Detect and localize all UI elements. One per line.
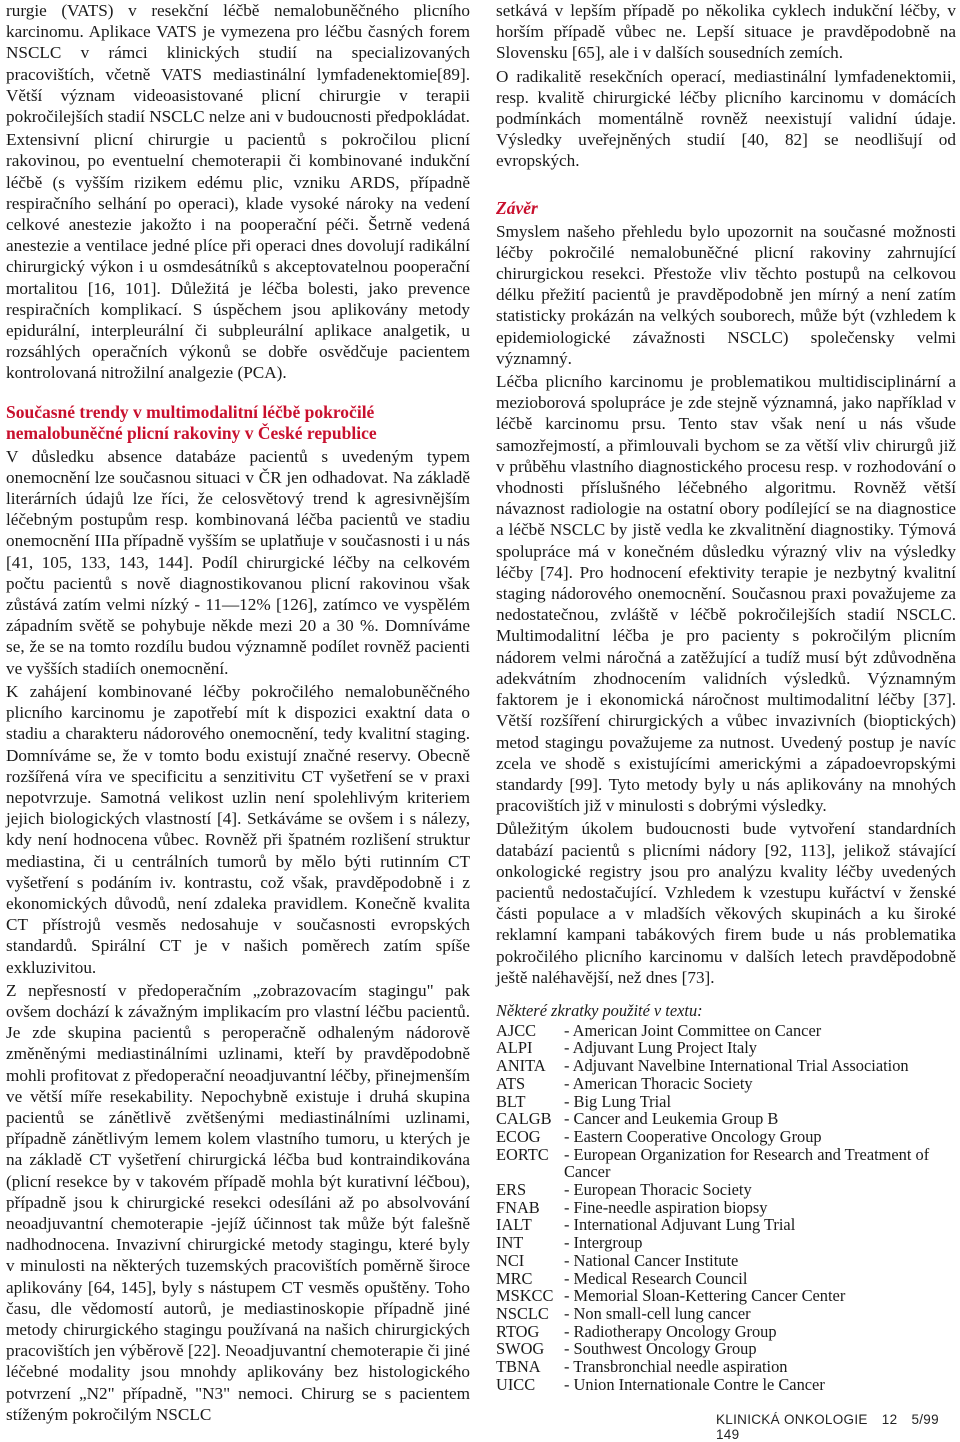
abbreviation-row (496, 1199, 956, 1217)
abbreviation-code: ATS (496, 1073, 526, 1093)
abbreviation-desc: - Non small-cell lung cancer (564, 1303, 751, 1323)
paragraph: Z nepřesností v předoperačním „zobrazovacím stagingu" pak ovšem dochází k závažným implikacím pro vlastní léčbu pacientů. Je zde skupina pacientů s peroperačně odhaleným nádorově změněnými mediastinálními uzlinami, kteří by pravděpodobně mohli profitovat z předoperační neoadjuvantní léčby, přinejmenším ve větší míře resekability. Nepochybně existuje i druhá skupina pacientů se zánětlivě zvětšenými mediastinálními uzlinami, případně zánětlivým lemem kolem vlastního tumoru, u kterých je na základě CT vyšetření chirurgická léčba bud kontraindikována (plicní resekce by v takovém případě mohla být kurativní léčbou), případně jsou k chirurgické resekci odesíláni až po absolvování neoadjuvantní chemoterapie -jejíž účinnost tak může být falešně nadhodnocena. Invazivní chirurgické metody stagingu, které byly v minulosti na některých tuzemských pracovištích poměrně široce aplikovány [64, 145], byly s nástupem CT vesměs opuštěny. Toho času, dle vědomostí autorů, je mediastinoskopie případně jiné metody chirurgického stagingu používaná na našich chirurgických pracovištích jen výběrově [22]. Neoadjuvantní chemoterapie či jiné léčebné modality jsou mnohdy aplikovány bez histologického potvrzení „N2" případně, "N3" nemoci. Chirurg se s pacientem stíženým pokročilým NSCLC (6, 980, 470, 1424)
abbreviation-code: ANITA (496, 1056, 546, 1076)
abbreviation-row (496, 1340, 956, 1358)
paragraph: V důsledku absence databáze pacientů s uvedeným typem onemocnění lze současnou situaci v ČR jen odhadovat. Na základě literárních údajů lze říci, že celosvětový trend k agresivnějším léčebným postupům resp. kombinovaná léčba pacientů ve stadiu onemocnění IIIa případně vyšším se uplatňuje v současnosti i u nás [41, 105, 133, 143, 144]. Podíl chirurgické léčby na celkovém počtu pacientů s nově diagnostikovanou plicní rakovinou však zůstává zatím velmi nízký - 11—12% [126], zatímco ve vyspělém západním světě se pohybuje někde mezi 20 a 30 %. Domníváme se, že se na tomto rozdílu budou významně podílet rovněž pacienti ve vyšších stadiích onemocnění. (6, 446, 470, 678)
paragraph: O radikalitě resekčních operací, mediastinální lymfadenektomii, resp. kvalitě chirurgické léčby plicního karcinomu v domácích podmínkách momentálně rovněž neexistují validní údaje. Výsledky uveřejněných studií [40, 82] se neodlišují od evropských. (496, 66, 956, 171)
abbreviation-desc: - Memorial Sloan-Kettering Cancer Center (564, 1286, 846, 1306)
page-footer (716, 1412, 960, 1442)
abbreviation-code: ALPI (496, 1038, 533, 1058)
abbreviation-code: SWOG (496, 1339, 545, 1359)
abbreviation-desc: - Intergroup (564, 1233, 643, 1253)
abbreviation-row (496, 1376, 956, 1394)
abbreviation-desc: - American Joint Committee on Cancer (564, 1020, 822, 1040)
abbreviation-code: UICC (496, 1374, 536, 1394)
abbreviation-row (496, 1181, 956, 1199)
abbreviation-desc: - Big Lung Trial (564, 1091, 672, 1111)
page-number: 149 (716, 1427, 740, 1442)
abbreviation-desc: - Fine-needle aspiration biopsy (564, 1197, 768, 1217)
abbreviation-code: TBNA (496, 1357, 541, 1377)
paragraph: Extensivní plicní chirurgie u pacientů s pokročilou plicní rakovinou, po eventuelní chemoterapii či kombinované indukční léčbě (s vyšším rizikem edému plic, vzniku ARDS, případně respiračního selhání po operaci), klade vysoké nároky na vedení celkové anestezie jakožto i na pooperační péči. Šetrně vedená anestezie a ventilace jedné plíce při operaci dnes dovolují radikální chirurgický výkon i u osmdesátníků s akceptovatelnou pooperační mortalitou [16, 101]. Důležitá je léčba bolesti, jako prevence respiračních komplikací. S úspěchem jsou aplikovány metody epidurální, interpleurální či subpleurální aplikace analgetik, u rozsáhlých operačních výkonů se dobře osvědčuje pacientem kontrolovaná nitrožilní analgezie (PCA). (6, 130, 470, 383)
abbreviation-code: CALGB (496, 1109, 552, 1129)
abbreviation-row (496, 1252, 956, 1270)
abbreviation-desc: - International Adjuvant Lung Trial (564, 1215, 796, 1235)
abbreviation-desc: - Southwest Oncology Group (564, 1339, 757, 1359)
abbreviation-code: BLT (496, 1091, 526, 1111)
paragraph: K zahájení kombinované léčby pokročilého nemalobuněčného plicního karcinomu je zapotřebí mít k dispozici exaktní data o stadiu a charakteru nádorového onemocnění, tedy kvalitní staging. Domníváme se, že v tomto bodu existují značné reservy. Obecně rozšířená víra ve specificitu a senzitivitu CT vyšetření se v praxi nepotvrzuje. Samotná velikost uzlin není spolehlivým kriteriem jejich biologických vlastností [4]. Setkáváme se ovšem i s nálezy, kdy není hodnocena vůbec. Rovněž při špatném rozlišení struktur mediastina, či u centrálních tumorů by mělo býti rutinním CT vyšetření s podáním iv. kontrastu, což však, pravděpodobně i z ekonomických důvodů, není zdaleka pravidlem. Konečně kvalita CT přístrojů vesměs nedosahuje v současnosti evropských standardů. Spirální CT je v našich poměrech zatím spíše exkluzivitou. (6, 681, 470, 977)
abbreviation-desc: - Eastern Cooperative Oncology Group (564, 1126, 822, 1146)
abbreviation-row (496, 1323, 956, 1341)
abbreviation-code: MSKCC (496, 1286, 554, 1306)
abbreviation-row (496, 1287, 956, 1305)
journal-name: KLINICKÁ ONKOLOGIE (716, 1412, 868, 1427)
abbreviation-row (496, 1146, 956, 1181)
abbreviation-row (496, 1305, 956, 1323)
abbreviation-code: RTOG (496, 1321, 540, 1341)
abbreviation-desc: - Cancer and Leukemia Group B (564, 1109, 779, 1129)
abbreviation-code: FNAB (496, 1197, 540, 1217)
left-column (6, 0, 470, 1425)
abbreviation-row (496, 1039, 956, 1057)
abbreviation-row (496, 1128, 956, 1146)
abbreviation-row (496, 1270, 956, 1288)
abbreviation-title: Některé zkratky použité v textu: (496, 1001, 703, 1020)
abbreviation-desc: - Medical Research Council (564, 1268, 748, 1288)
paragraph: Smyslem našeho přehledu bylo upozornit na současné možnosti léčby pokročilé nemalobuněčné plicní rakoviny zahrnující chirurgickou resekci. Přestože vliv těchto postupů na celkovou délku přežití pacientů je pravděpodobně jen mírný a není zatím statisticky prokázán na velkých souborech, může být (vzhledem k epidemiologické závažnosti NSCLC) společensky velmi významný. (496, 221, 956, 368)
abbreviation-code: ECOG (496, 1126, 541, 1146)
abbreviation-desc: - Adjuvant Lung Project Italy (564, 1038, 758, 1058)
abbreviation-desc: - European Organization for Research and Treatment of Cancer (564, 1144, 930, 1182)
abbreviation-code: INT (496, 1233, 524, 1253)
abbreviation-desc: - Radiotherapy Oncology Group (564, 1321, 777, 1341)
abbreviation-row (496, 1075, 956, 1093)
abbreviation-desc: - European Thoracic Society (564, 1180, 752, 1200)
paragraph: Důležitým úkolem budoucnosti bude vytvoření standardních databází pacientů s plicními nádory [92, 113], jelikož stávající onkologické registry jsou pro analýzu kvality léčby uvedených pacientů nedostačující. Vzhledem k vzestupu kuřáctví v ženské části populace a v mladších věkových skupinách a ku široké reklamní kampani tabákových firem bude u nás problematika pokročilého plicního karcinomu v dalších letech pravděpodobně ještě naléhavější, než dnes [73]. (496, 819, 956, 987)
paragraph: setkává v lepším případě po několika cyklech indukční léčby, v horším případě vůbec ne. Lepší situace je pravděpodobně na Slovensku [65], ale i v dalších sousedních zemích. (496, 1, 956, 63)
abbreviation-desc: - American Thoracic Society (564, 1073, 753, 1093)
abbreviation-desc: - Union Internationale Contre le Cancer (564, 1374, 825, 1394)
abbreviation-desc: - National Cancer Institute (564, 1250, 739, 1270)
paragraph: rurgie (VATS) v resekční léčbě nemalobuněčného plicního karcinomu. Aplikace VATS je vymezena pro léčbu časných forem NSCLC v rámci klinických studií na specializovaných pracovištích, včetně VATS mediastinální lymfadenektomie[89]. Větší význam videoasistované plicní chirurgie v terapii pokročilejších stadií NSCLC nelze ani v budoucnosti předpokládat. (6, 1, 470, 127)
abbreviation-row (496, 1358, 956, 1376)
abbreviation-row (496, 1216, 956, 1234)
abbreviation-code: EORTC (496, 1144, 549, 1164)
abbreviation-code: MRC (496, 1268, 533, 1288)
abbreviation-row (496, 1093, 956, 1111)
abbreviation-desc: - Adjuvant Navelbine International Trial Association (564, 1056, 909, 1076)
abbreviation-row (496, 1022, 956, 1040)
journal-volume: 12 (881, 1412, 898, 1427)
abbreviation-code: AJCC (496, 1020, 537, 1040)
abbreviation-code: NSCLC (496, 1303, 549, 1323)
section-heading: Závěr (496, 197, 538, 218)
abbreviation-row (496, 1057, 956, 1075)
abbreviation-code: IALT (496, 1215, 532, 1235)
abbreviation-code: NCI (496, 1250, 525, 1270)
journal-issue: 5/99 (911, 1412, 939, 1427)
section-heading: Současné trendy v multimodalitní léčbě pokročilé nemalobuněčné plicní rakoviny v České republice (6, 401, 377, 443)
paragraph: Léčba plicního karcinomu je problematikou multidisciplinární a mezioborová spolupráce je zde stejně významná, jako například v léčbě karcinomu prsu. Tento stav však není u nás všude samozřejmostí, a přimlouvali bychom se za větší vliv chirurgů již v průběhu vlastního diagnostického procesu resp. v rozhodování o vhodnosti příslušného léčebného algoritmu. Rovněž větší návaznost radiologie na ostatní obory podílející se na diagnostice a léčbě NSCLC by jistě vedla ke zkvalitnění diagnostiky. Týmová spolupráce má v konečném důsledku výrazný vliv na výsledky léčby [74]. Pro hodnocení efektivity terapie je nezbytný kvalitní staging nádorového onemocnění. Současnou praxi považujeme za nedostatečnou, zvláště v léčbě pokročilejších stadií NSCLC. Multimodalitní léčba je pro pacienty s pokročilým plicním nádorem velmi náročná a zatěžující a tudíž musí být zdůvodněna adekvátním zhodnocením validních výsledků. Významným faktorem je i ekonomická náročnost multimodalitní léčby [37]. Větší rozšíření chirurgických a vůbec invazivních (bioptických) metod stagingu považujeme za nutnost. Uvedený postup je navíc zcela ve shodě s existujícími americkými a západoevropskými standardy [99]. Tyto metody byly u nás aplikovány na mnohých pracovištích již v minulosti s dobrými výsledky. (496, 372, 956, 816)
abbreviation-code: ERS (496, 1180, 527, 1200)
right-column (496, 0, 956, 988)
abbreviation-list (496, 1002, 956, 1393)
abbreviation-row (496, 1234, 956, 1252)
abbreviation-desc: - Transbronchial needle aspiration (564, 1357, 788, 1377)
abbreviation-row (496, 1110, 956, 1128)
